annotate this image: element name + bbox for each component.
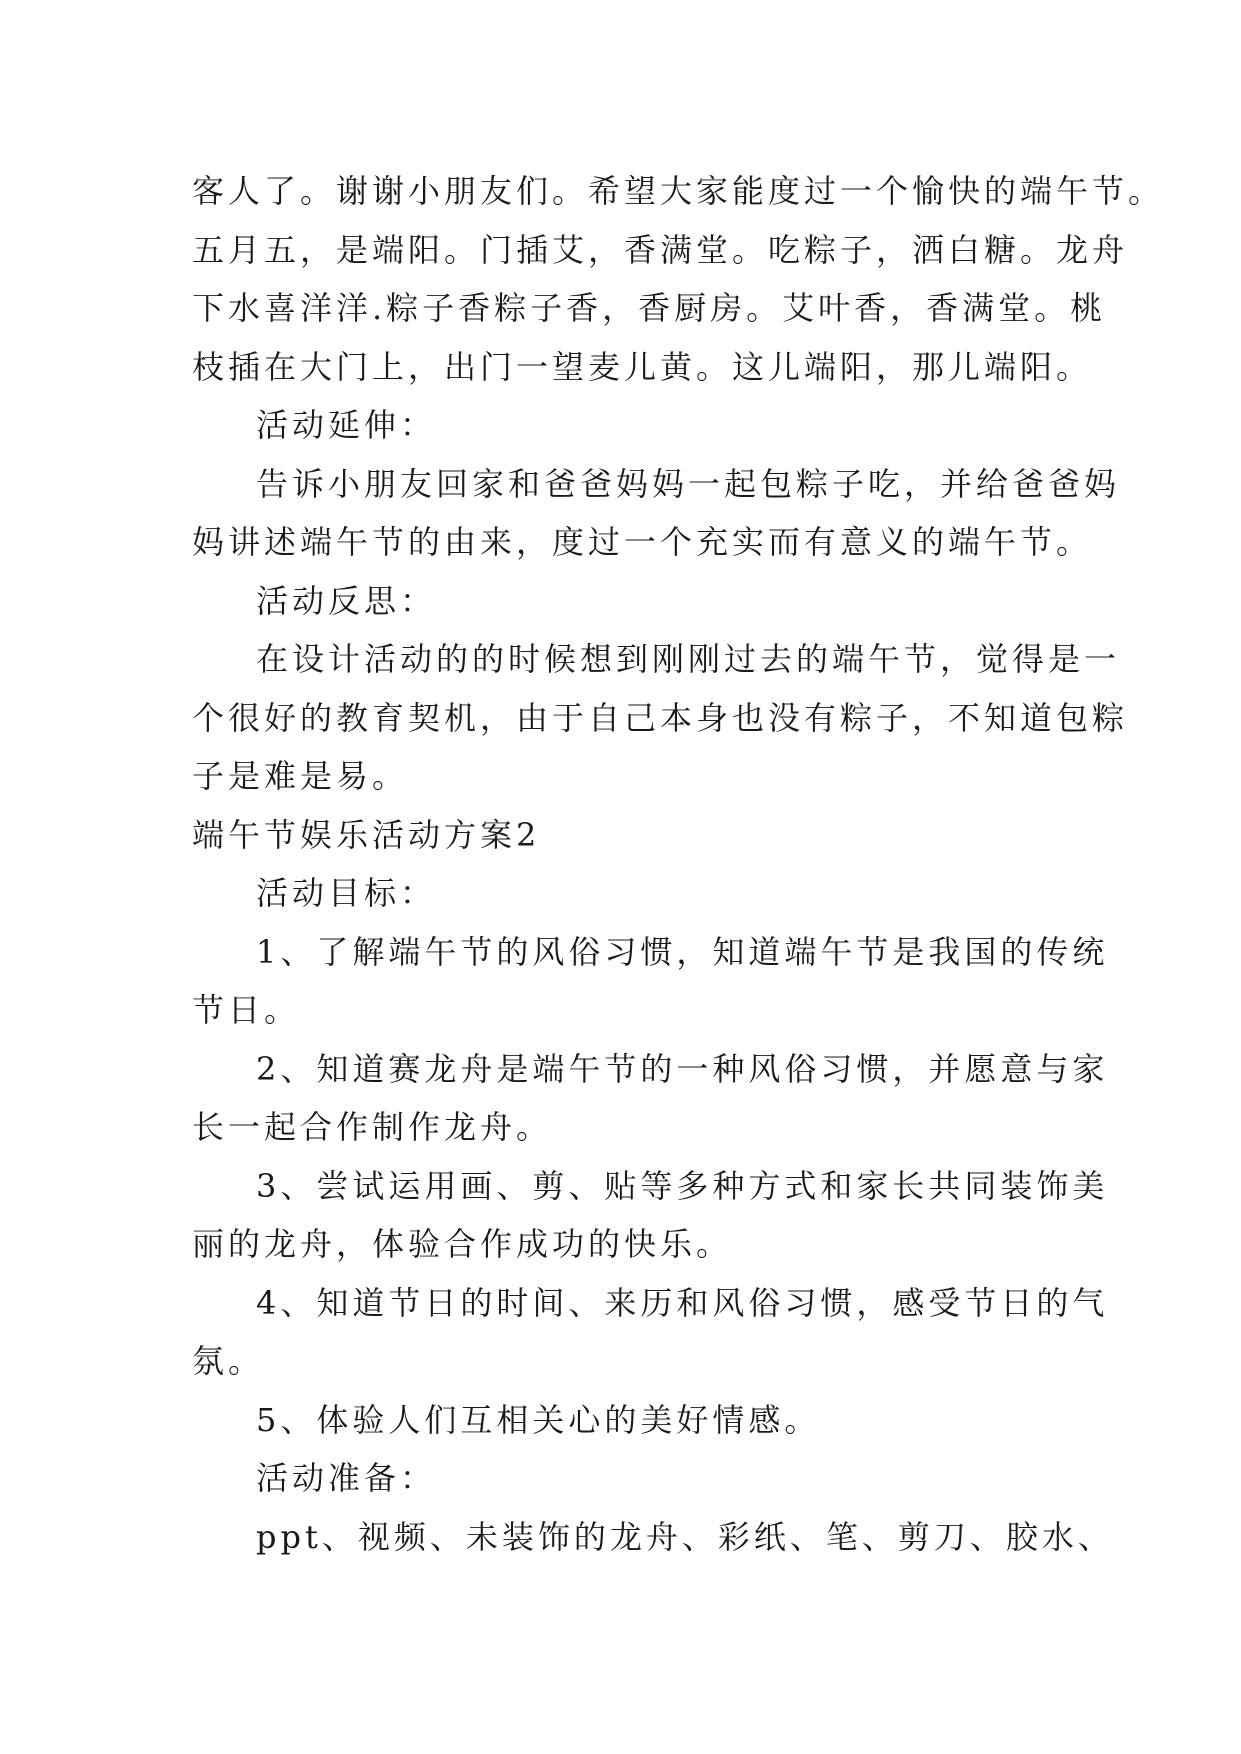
text-line: 告诉小朋友回家和爸爸妈妈一起包粽子吃，并给爸爸妈: [256, 464, 1121, 503]
text-line: 长一起合作制作龙舟。: [192, 1108, 553, 1146]
text-line: 客人了。谢谢小朋友们。希望大家能度过一个愉快的端午节。: [192, 172, 1165, 210]
list-item: 1、了解端午节的风俗习惯，知道端午节是我国的传统: [256, 932, 1109, 971]
text-line: 个很好的教育契机，由于自己本身也没有粽子，不知道包粽: [192, 698, 1129, 737]
text-line: 枝插在大门上，出门一望麦儿黄。这儿端阳，那儿端阳。: [192, 347, 1093, 386]
list-item: 4、知道节日的时间、来历和风俗习惯，感受节日的气: [256, 1283, 1109, 1322]
text-line: 下水喜洋洋.粽子香粽子香，香厨房。艾叶香，香满堂。桃: [192, 289, 1107, 327]
document-body: [192, 162, 1165, 1566]
text-line: 丽的龙舟，体验合作成功的快乐。: [192, 1225, 733, 1263]
text-line: 妈讲述端午节的由来，度过一个充实而有意义的端午节。: [192, 523, 1093, 561]
section-heading: 活动延伸：: [256, 406, 437, 444]
list-item: 5、体验人们互相关心的美好情感。: [256, 1400, 821, 1439]
text-line: ppt、视频、未装饰的龙舟、彩纸、笔、剪刀、胶水、: [256, 1517, 1114, 1556]
text-line: 氛。: [192, 1342, 265, 1380]
text-line: 子是难是易。: [192, 757, 409, 795]
section-heading: 活动目标：: [256, 874, 437, 912]
section-heading: 活动准备：: [256, 1459, 437, 1497]
text-line: 节日。: [192, 991, 301, 1029]
list-item: 2、知道赛龙舟是端午节的一种风俗习惯，并愿意与家: [256, 1049, 1109, 1088]
document-title: 端午节娱乐活动方案2: [192, 815, 541, 854]
section-heading: 活动反思：: [256, 581, 437, 620]
text-line: 在设计活动的的时候想到刚刚过去的端午节，觉得是一: [256, 640, 1121, 678]
text-line: 五月五，是端阳。门插艾，香满堂。吃粽子，洒白糖。龙舟: [192, 230, 1129, 269]
list-item: 3、尝试运用画、剪、贴等多种方式和家长共同装饰美: [256, 1166, 1109, 1205]
